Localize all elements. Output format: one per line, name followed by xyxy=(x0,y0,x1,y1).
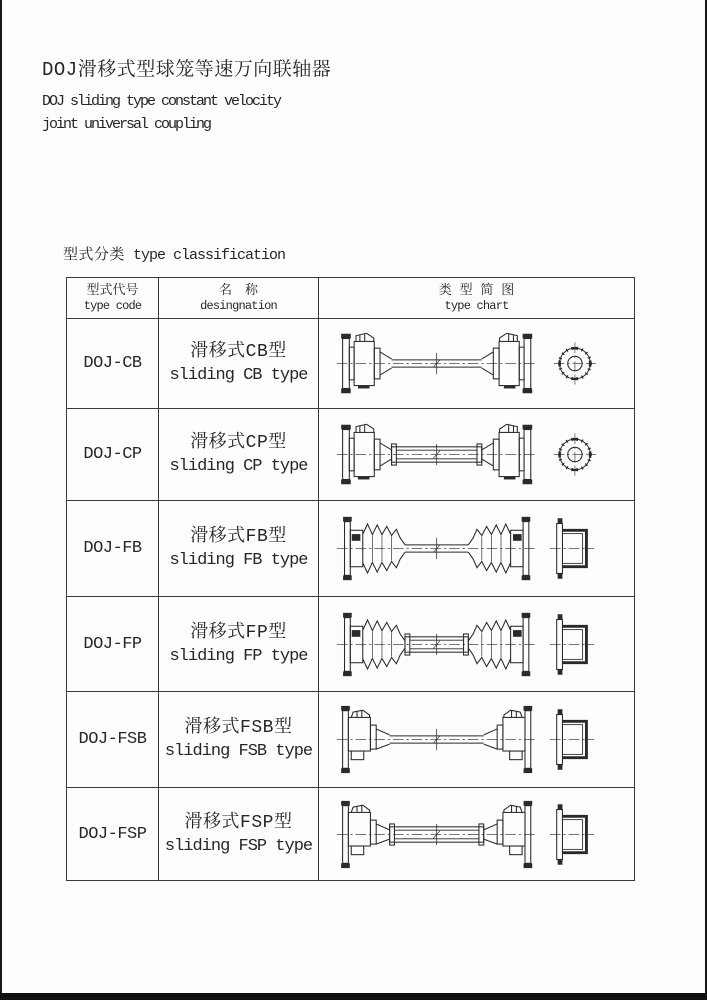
col-header-designation-zh: 名 称 xyxy=(218,283,258,298)
designation-cell xyxy=(159,597,319,692)
type-code-cell: DOJ-FB xyxy=(67,501,159,597)
designation-en: sliding FSB type xyxy=(164,742,313,761)
designation-zh: 滑移式FSB型 xyxy=(184,718,293,738)
col-header-designation-en: desingnation xyxy=(200,299,277,313)
type-code-cell: DOJ-FSB xyxy=(67,692,159,788)
coupling-diagram-cp xyxy=(319,414,634,495)
col-header-type-chart-en: type chart xyxy=(444,299,509,313)
designation-cell xyxy=(159,788,319,881)
table-header-row xyxy=(67,278,635,319)
designation-cell xyxy=(159,692,319,788)
table-row xyxy=(67,788,635,881)
page-title-chinese: DOJ滑移式型球笼等速万向联轴器 xyxy=(42,59,332,81)
type-code-cell: DOJ-CB xyxy=(67,319,159,409)
type-classification-table xyxy=(66,277,635,881)
type-chart-cell xyxy=(319,501,635,597)
designation-zh: 滑移式FP型 xyxy=(190,622,287,643)
coupling-diagram-cb xyxy=(319,323,634,404)
col-header-type-code-en: type code xyxy=(83,299,142,313)
coupling-diagram-fp xyxy=(319,604,634,685)
type-chart-cell xyxy=(319,692,635,788)
page-scan-edge-left xyxy=(0,0,2,1000)
section-heading-english: type classification xyxy=(133,247,286,264)
designation-zh: 滑移式FSP型 xyxy=(184,812,293,833)
designation-en: sliding FSP type xyxy=(164,836,313,856)
section-heading-chinese: 型式分类 xyxy=(63,247,126,264)
page-title-english-line1: DOJ sliding type constant velocity xyxy=(42,93,281,110)
table-row xyxy=(67,597,635,692)
type-chart-cell xyxy=(319,409,635,501)
designation-zh: 滑移式CB型 xyxy=(190,342,287,362)
designation-en: sliding CB type xyxy=(169,366,308,385)
designation-zh: 滑移式FB型 xyxy=(190,527,287,547)
table-row xyxy=(67,319,635,409)
designation-en: sliding CP type xyxy=(169,457,308,476)
designation-cell xyxy=(159,501,319,597)
page-title-english-line2: joint universal coupling xyxy=(42,116,211,133)
table-row xyxy=(67,501,635,597)
type-chart-cell xyxy=(319,319,635,409)
designation-cell xyxy=(159,319,319,409)
coupling-diagram-fb xyxy=(319,508,634,589)
designation-en: sliding FB type xyxy=(169,551,308,570)
type-chart-cell xyxy=(319,788,635,881)
col-header-designation xyxy=(159,278,319,319)
col-header-type-code-zh: 型式代号 xyxy=(86,283,139,298)
type-chart-cell xyxy=(319,597,635,692)
designation-zh: 滑移式CP型 xyxy=(190,433,287,453)
designation-cell xyxy=(159,409,319,501)
page-scan-edge-bottom xyxy=(0,993,707,1000)
type-code-cell: DOJ-CP xyxy=(67,409,159,501)
coupling-diagram-fsp xyxy=(319,794,634,875)
section-heading xyxy=(63,243,285,264)
col-header-type-chart xyxy=(319,278,635,319)
title-block xyxy=(42,54,331,136)
col-header-type-code xyxy=(67,278,159,319)
type-code-cell: DOJ-FSP xyxy=(67,788,159,881)
table-row xyxy=(67,409,635,501)
table-row xyxy=(67,692,635,788)
designation-en: sliding FP type xyxy=(169,646,308,666)
coupling-diagram-fsb xyxy=(319,699,634,780)
col-header-type-chart-zh: 类 型 简 图 xyxy=(438,283,515,298)
type-code-cell: DOJ-FP xyxy=(67,597,159,692)
